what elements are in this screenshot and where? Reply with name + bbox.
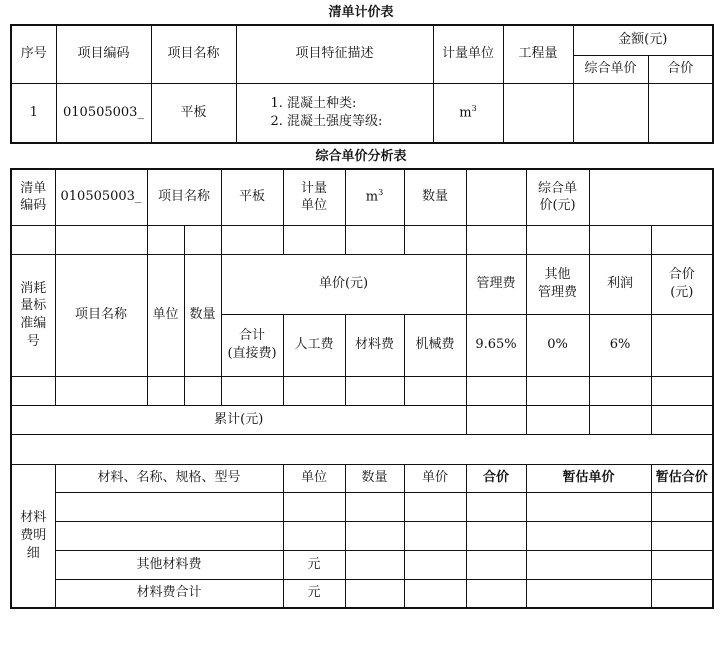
code-label-2: 编码 [20, 198, 47, 214]
other-material-label: 其他材料费 [55, 550, 283, 579]
row-desc [236, 83, 433, 143]
code-label-1: 清单 [20, 180, 47, 196]
unit-label-1: 计量 [301, 180, 328, 196]
cum-mgmt [466, 405, 526, 434]
blank-row [11, 376, 713, 405]
unit-label-2: 单位 [301, 198, 328, 214]
cumulative-label: 累计(元) [11, 405, 466, 434]
header-amount: 金额(元) [573, 25, 713, 55]
std-1: 消耗 [20, 280, 47, 296]
material-spec-label: 材料、名称、规格、型号 [55, 464, 283, 492]
mat-total-label: 合价 [466, 464, 526, 492]
unit-sup: 3 [471, 103, 477, 113]
item-qty-label: 数量 [184, 254, 221, 376]
header-total: 合价 [648, 55, 713, 83]
material-detail-label [11, 464, 55, 608]
code-value: 010505003_ [55, 169, 147, 225]
header-unit-price: 综合单价 [573, 55, 648, 83]
name-label: 项目名称 [147, 169, 221, 225]
bill-pricing-title: 清单计价表 [328, 5, 394, 20]
mat-est-unit-price-label: 暂估单价 [526, 464, 651, 492]
labor-label: 人工费 [283, 314, 345, 376]
unit-sup: 3 [378, 188, 384, 198]
material-blank-row [11, 521, 713, 550]
other-rate: 0% [526, 314, 589, 376]
header-desc: 项目特征描述 [236, 25, 433, 83]
header-qty: 工程量 [503, 25, 573, 83]
material-blank-row [11, 492, 713, 521]
profit-rate: 6% [589, 314, 651, 376]
direct-cost-label [221, 314, 283, 376]
other-mgmt-label [526, 254, 589, 314]
header-seq: 序号 [11, 25, 56, 83]
direct-1: 合计 [239, 328, 266, 344]
blank-row [11, 434, 713, 464]
unit-text: m [365, 189, 379, 205]
blank-row [11, 225, 713, 254]
name-value: 平板 [221, 169, 283, 225]
unit-label [283, 169, 345, 225]
row-seq: 1 [11, 83, 56, 143]
other-2: 管理费 [538, 285, 578, 300]
total-rate [651, 314, 713, 376]
mat-unit-label: 单位 [283, 464, 345, 492]
cum-other [526, 405, 589, 434]
desc-line-2: 2. 混凝土强度等级: [270, 113, 383, 129]
cum-profit [589, 405, 651, 434]
total-1: 合价 [668, 267, 695, 283]
unit-price-label [526, 169, 589, 225]
material-sum-unit: 元 [283, 579, 345, 608]
qty-value [466, 169, 526, 225]
bill-pricing-table [10, 24, 714, 144]
analysis-table [10, 168, 714, 609]
item-name-label: 项目名称 [55, 254, 147, 376]
unit-value [345, 169, 404, 225]
header-code: 项目编码 [56, 25, 151, 83]
mat-unit-price-label: 单价 [404, 464, 466, 492]
std-3: 准编 [20, 316, 47, 331]
header-unit: 计量单位 [433, 25, 503, 83]
mgmt-rate: 9.65% [466, 314, 526, 376]
other-1: 其他 [544, 267, 571, 283]
row-code: 010505003_ [56, 83, 151, 143]
unit-price-label-2: 价(元) [539, 198, 576, 214]
mat-2: 费明 [20, 527, 47, 543]
std-4: 号 [26, 333, 40, 349]
row-name: 平板 [151, 83, 236, 143]
row-unit-price [573, 83, 648, 143]
header-name: 项目名称 [151, 25, 236, 83]
item-unit-label: 单位 [147, 254, 184, 376]
direct-2: (直接费) [227, 346, 277, 361]
analysis-title: 综合单价分析表 [315, 149, 407, 164]
code-label [11, 169, 55, 225]
machine-label: 机械费 [404, 314, 466, 376]
std-code-label [11, 254, 55, 376]
mat-1: 材料 [20, 510, 47, 526]
row-unit [433, 83, 503, 143]
material-label: 材料费 [345, 314, 404, 376]
mat-qty-label: 数量 [345, 464, 404, 492]
std-2: 量标 [20, 298, 47, 314]
other-material-unit: 元 [283, 550, 345, 579]
unit-price-group: 单价(元) [221, 254, 466, 314]
profit-label: 利润 [589, 254, 651, 314]
mgmt-fee-label: 管理费 [466, 254, 526, 314]
mat-3: 细 [26, 545, 40, 561]
row-qty [503, 83, 573, 143]
mat-est-total-label: 暂估合价 [651, 464, 713, 492]
unit-price-value [589, 169, 713, 225]
total-2: (元) [670, 285, 694, 300]
desc-line-1: 1. 混凝土种类: [270, 96, 357, 112]
unit-price-label-1: 综合单 [538, 180, 578, 196]
total-label [651, 254, 713, 314]
row-total [648, 83, 713, 143]
qty-label: 数量 [404, 169, 466, 225]
material-sum-label: 材料费合计 [55, 579, 283, 608]
unit-text: m [459, 105, 472, 121]
cum-total [651, 405, 713, 434]
